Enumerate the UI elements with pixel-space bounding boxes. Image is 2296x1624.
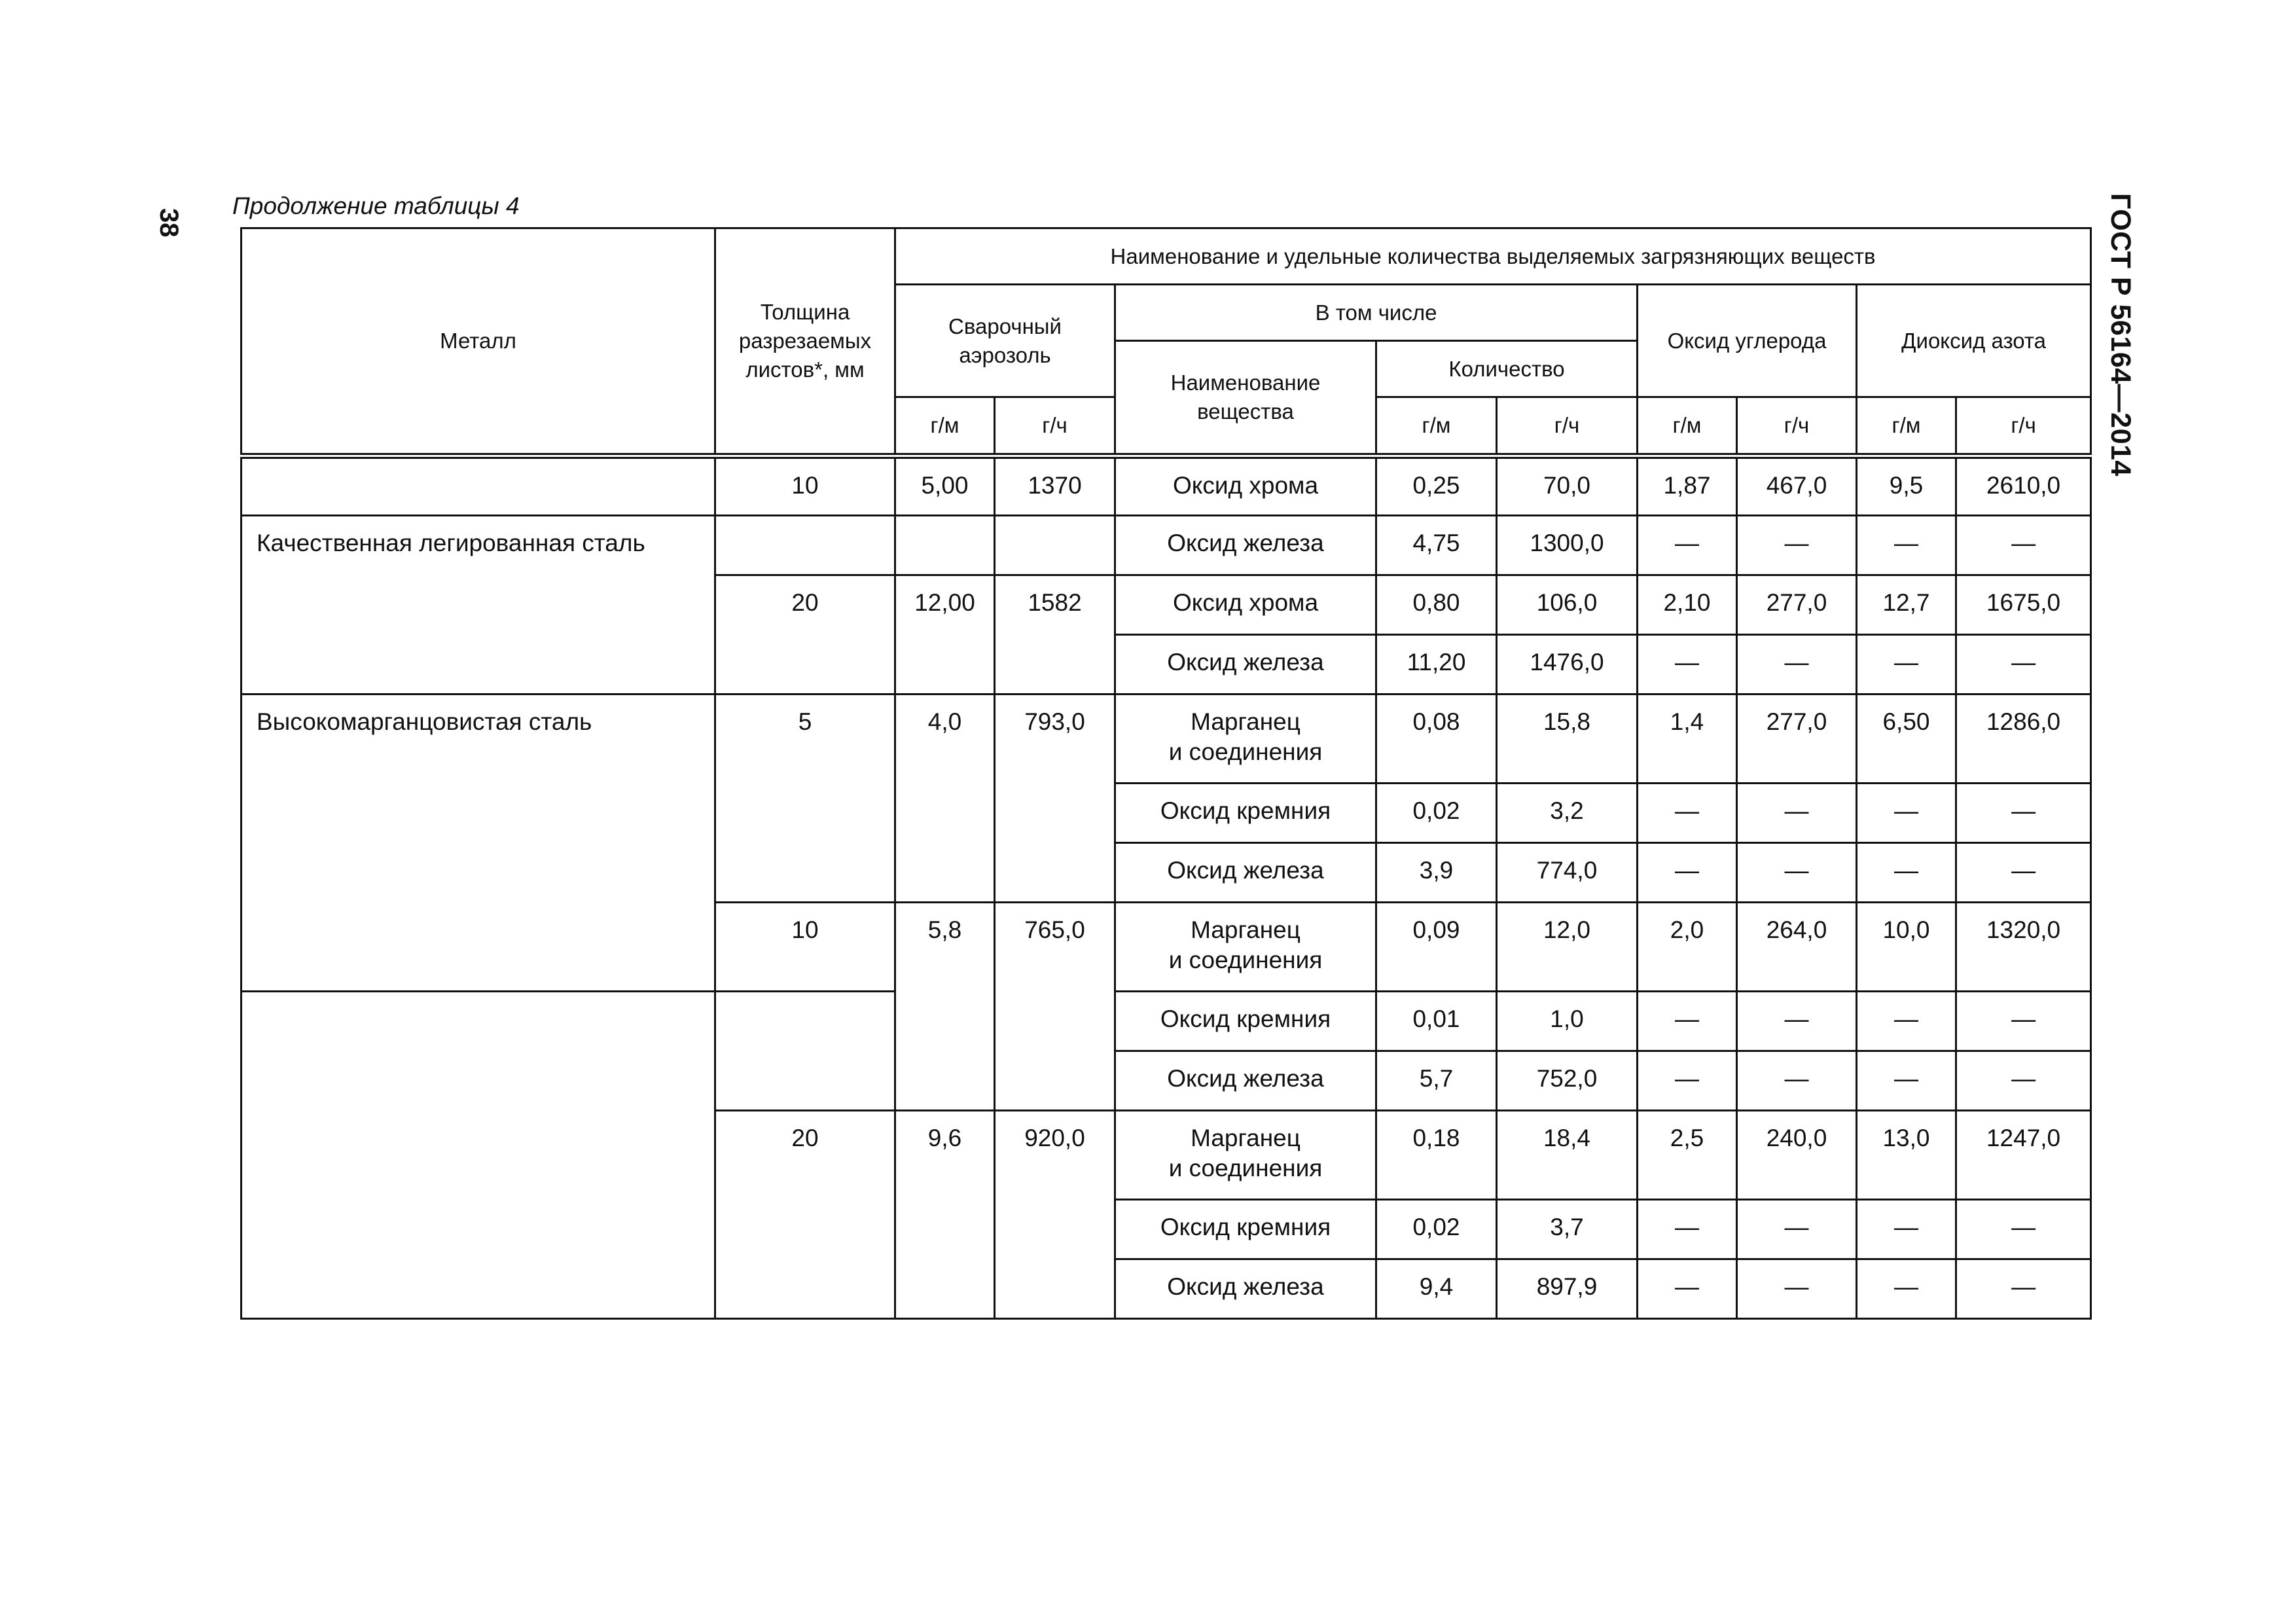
- substance-cell: [1115, 1111, 1376, 1200]
- no2-gh-cell: 1675,0: [1956, 575, 2091, 635]
- co-gh-cell: 277,0: [1737, 695, 1857, 784]
- co-gh-cell: 277,0: [1737, 575, 1857, 635]
- quantity-gh-cell: 12,0: [1497, 903, 1638, 992]
- unit-quantity-gh: г/ч: [1497, 397, 1638, 456]
- table-row: [242, 516, 2091, 575]
- table-row: [242, 992, 2091, 1051]
- header-thickness: Толщина разрезаемых листов*, мм: [715, 228, 895, 456]
- aerosol-gm-cell: 5,8: [895, 903, 995, 1111]
- substance-cell: Оксид железа: [1115, 635, 1376, 695]
- header-pollutants-group: Наименование и удельные количества выделяемых загрязняющих веществ: [895, 228, 2091, 285]
- no2-gm-cell: 13,0: [1857, 1111, 1956, 1200]
- co-gh-cell: 240,0: [1737, 1111, 1857, 1200]
- aerosol-gh-cell-empty: [995, 516, 1115, 575]
- no2-gm-cell: —: [1857, 635, 1956, 695]
- no2-gh-cell: 1286,0: [1956, 695, 2091, 784]
- co-gh-cell: —: [1737, 1051, 1857, 1111]
- quantity-gh-cell: 897,9: [1497, 1259, 1638, 1319]
- thickness-cell: 10: [715, 456, 895, 516]
- thickness-cell: 20: [715, 575, 895, 695]
- substance-line: и соединения: [1168, 947, 1323, 973]
- substance-cell: Оксид железа: [1115, 843, 1376, 903]
- unit-aerosol-gm: г/м: [895, 397, 995, 456]
- no2-gm-cell: 9,5: [1857, 456, 1956, 516]
- substance-cell: Оксид кремния: [1115, 784, 1376, 843]
- substance-line: Марганец: [1191, 1125, 1300, 1151]
- quantity-gh-cell: 1300,0: [1497, 516, 1638, 575]
- no2-gh-cell: —: [1956, 1051, 2091, 1111]
- unit-aerosol-gh: г/ч: [995, 397, 1115, 456]
- co-gm-cell: —: [1638, 1200, 1737, 1259]
- quantity-gm-cell: 5,7: [1376, 1051, 1497, 1111]
- aerosol-gm-cell: 12,00: [895, 575, 995, 695]
- thickness-cell: 5: [715, 695, 895, 903]
- co-gm-cell: —: [1638, 516, 1737, 575]
- co-gm-cell: —: [1638, 635, 1737, 695]
- substance-line: и соединения: [1168, 738, 1323, 765]
- co-gm-cell: —: [1638, 992, 1737, 1051]
- no2-gm-cell: —: [1857, 992, 1956, 1051]
- co-gm-cell: —: [1638, 784, 1737, 843]
- co-gh-cell: —: [1737, 516, 1857, 575]
- no2-gh-cell: —: [1956, 784, 2091, 843]
- header-nitrogen-dioxide: Диоксид азота: [1857, 285, 2091, 397]
- unit-no2-gh: г/ч: [1956, 397, 2091, 456]
- aerosol-gm-cell: 4,0: [895, 695, 995, 903]
- substance-cell: Оксид железа: [1115, 1051, 1376, 1111]
- co-gh-cell: —: [1737, 992, 1857, 1051]
- substance-cell: Оксид железа: [1115, 516, 1376, 575]
- quantity-gm-cell: 0,25: [1376, 456, 1497, 516]
- quantity-gm-cell: 0,09: [1376, 903, 1497, 992]
- unit-no2-gm: г/м: [1857, 397, 1956, 456]
- aerosol-gh-cell: 920,0: [995, 1111, 1115, 1319]
- emissions-table: [240, 227, 2092, 1320]
- co-gh-cell: 264,0: [1737, 903, 1857, 992]
- aerosol-gm-cell: 9,6: [895, 1111, 995, 1319]
- substance-cell: [1115, 903, 1376, 992]
- substance-cell: Оксид кремния: [1115, 992, 1376, 1051]
- quantity-gm-cell: 11,20: [1376, 635, 1497, 695]
- header-quantity: Количество: [1376, 341, 1638, 397]
- quantity-gm-cell: 0,18: [1376, 1111, 1497, 1200]
- substance-cell: Оксид хрома: [1115, 575, 1376, 635]
- header-welding-aerosol: Сварочный аэрозоль: [895, 285, 1115, 397]
- table-row: [242, 456, 2091, 516]
- no2-gm-cell: —: [1857, 1200, 1956, 1259]
- co-gm-cell: 2,10: [1638, 575, 1737, 635]
- quantity-gh-cell: 70,0: [1497, 456, 1638, 516]
- aerosol-gh-cell: 1582: [995, 575, 1115, 695]
- co-gm-cell: 1,87: [1638, 456, 1737, 516]
- quantity-gm-cell: 0,01: [1376, 992, 1497, 1051]
- header-carbon-oxide: Оксид углерода: [1638, 285, 1857, 397]
- quantity-gm-cell: 3,9: [1376, 843, 1497, 903]
- thickness-cell-empty: [715, 516, 895, 575]
- no2-gm-cell: 6,50: [1857, 695, 1956, 784]
- thickness-cell-empty: [715, 992, 895, 1111]
- co-gh-cell: —: [1737, 1259, 1857, 1319]
- co-gh-cell: —: [1737, 843, 1857, 903]
- aerosol-gh-cell: 1370: [995, 456, 1115, 516]
- no2-gh-cell: 2610,0: [1956, 456, 2091, 516]
- header-substance-name: Наименование вещества: [1115, 341, 1376, 456]
- no2-gh-cell: —: [1956, 1200, 2091, 1259]
- no2-gm-cell: —: [1857, 1259, 1956, 1319]
- substance-cell: Оксид хрома: [1115, 456, 1376, 516]
- aerosol-gm-cell: 5,00: [895, 456, 995, 516]
- co-gh-cell: —: [1737, 784, 1857, 843]
- no2-gh-cell: 1247,0: [1956, 1111, 2091, 1200]
- no2-gh-cell: —: [1956, 843, 2091, 903]
- no2-gm-cell: —: [1857, 843, 1956, 903]
- quantity-gh-cell: 18,4: [1497, 1111, 1638, 1200]
- quantity-gm-cell: 0,80: [1376, 575, 1497, 635]
- metal-cell-empty: [242, 992, 715, 1319]
- thickness-cell: 10: [715, 903, 895, 992]
- co-gh-cell: —: [1737, 1200, 1857, 1259]
- no2-gh-cell: —: [1956, 635, 2091, 695]
- quantity-gh-cell: 3,2: [1497, 784, 1638, 843]
- unit-co-gh: г/ч: [1737, 397, 1857, 456]
- co-gh-cell: 467,0: [1737, 456, 1857, 516]
- metal-cell: Высокомарганцовистая сталь: [242, 695, 715, 992]
- table-row: [242, 695, 2091, 784]
- quantity-gm-cell: 0,02: [1376, 1200, 1497, 1259]
- aerosol-gh-cell: 793,0: [995, 695, 1115, 903]
- header-including: В том числе: [1115, 285, 1638, 341]
- quantity-gm-cell: 9,4: [1376, 1259, 1497, 1319]
- metal-cell: Качественная легированная сталь: [242, 516, 715, 695]
- co-gm-cell: —: [1638, 843, 1737, 903]
- quantity-gm-cell: 0,08: [1376, 695, 1497, 784]
- co-gm-cell: —: [1638, 1259, 1737, 1319]
- substance-line: Марганец: [1191, 916, 1300, 943]
- no2-gm-cell: 10,0: [1857, 903, 1956, 992]
- quantity-gh-cell: 3,7: [1497, 1200, 1638, 1259]
- co-gm-cell: —: [1638, 1051, 1737, 1111]
- page-number: 38: [154, 208, 183, 238]
- quantity-gh-cell: 752,0: [1497, 1051, 1638, 1111]
- substance-line: и соединения: [1168, 1155, 1323, 1182]
- aerosol-gh-cell: 765,0: [995, 903, 1115, 1111]
- quantity-gh-cell: 1,0: [1497, 992, 1638, 1051]
- table-continuation-caption: Продолжение таблицы 4: [232, 192, 520, 219]
- quantity-gm-cell: 4,75: [1376, 516, 1497, 575]
- no2-gm-cell: —: [1857, 784, 1956, 843]
- metal-cell-empty: [242, 456, 715, 516]
- substance-cell: Оксид кремния: [1115, 1200, 1376, 1259]
- document-code: ГОСТ Р 56164—2014: [2105, 193, 2136, 477]
- substance-cell: Оксид железа: [1115, 1259, 1376, 1319]
- quantity-gh-cell: 774,0: [1497, 843, 1638, 903]
- thickness-cell: 20: [715, 1111, 895, 1319]
- no2-gh-cell: 1320,0: [1956, 903, 2091, 992]
- quantity-gh-cell: 15,8: [1497, 695, 1638, 784]
- header-metal: Металл: [242, 228, 715, 456]
- no2-gm-cell: —: [1857, 516, 1956, 575]
- co-gh-cell: —: [1737, 635, 1857, 695]
- quantity-gm-cell: 0,02: [1376, 784, 1497, 843]
- no2-gh-cell: —: [1956, 516, 2091, 575]
- no2-gm-cell: —: [1857, 1051, 1956, 1111]
- no2-gh-cell: —: [1956, 1259, 2091, 1319]
- unit-co-gm: г/м: [1638, 397, 1737, 456]
- substance-cell: [1115, 695, 1376, 784]
- unit-quantity-gm: г/м: [1376, 397, 1497, 456]
- no2-gm-cell: 12,7: [1857, 575, 1956, 635]
- quantity-gh-cell: 1476,0: [1497, 635, 1638, 695]
- quantity-gh-cell: 106,0: [1497, 575, 1638, 635]
- co-gm-cell: 2,0: [1638, 903, 1737, 992]
- co-gm-cell: 2,5: [1638, 1111, 1737, 1200]
- aerosol-gm-cell-empty: [895, 516, 995, 575]
- co-gm-cell: 1,4: [1638, 695, 1737, 784]
- no2-gh-cell: —: [1956, 992, 2091, 1051]
- substance-line: Марганец: [1191, 708, 1300, 735]
